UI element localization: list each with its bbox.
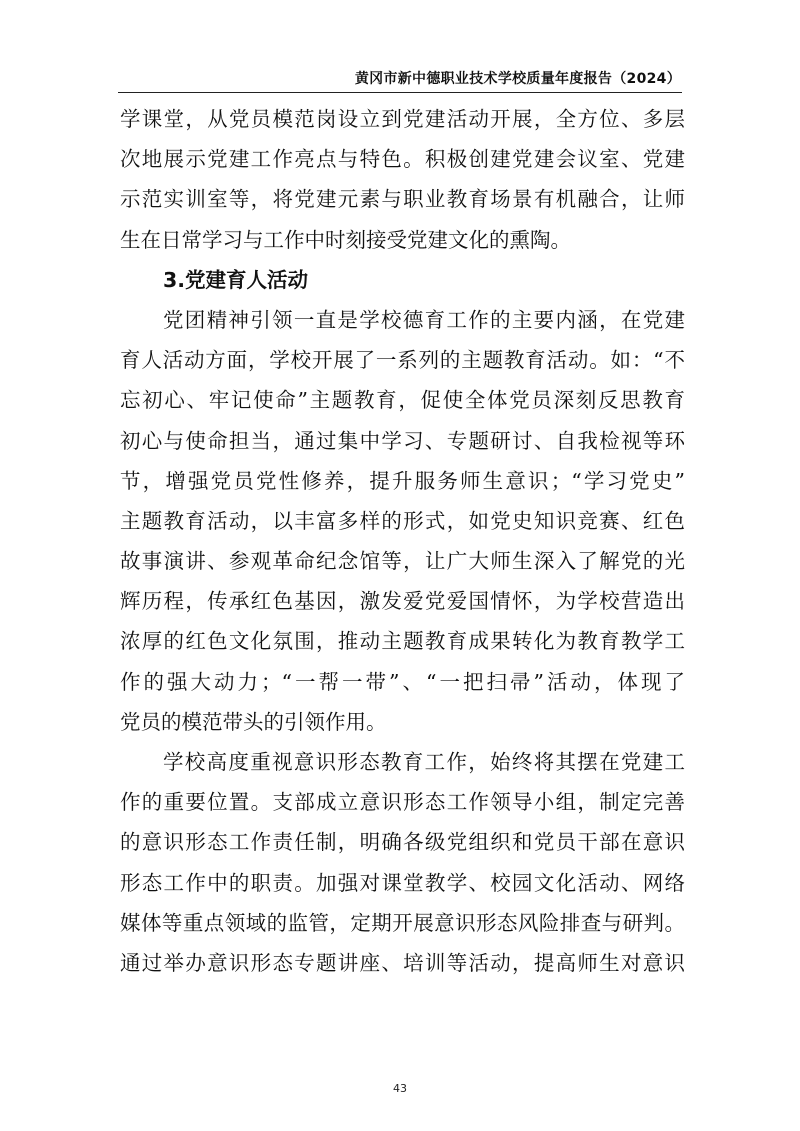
text-line: 作的强大动力；“一帮一带”、“一把扫帚”活动，体现了: [120, 669, 685, 694]
section-heading: 3.党建育人活动: [163, 267, 309, 292]
text-line: 学课堂，从党员模范岗设立到党建活动开展，全方位、多层: [120, 107, 685, 131]
paragraph-continued: [120, 99, 685, 260]
paragraph-party-education: [120, 300, 685, 742]
text-line: 生在日常学习与工作中时刻接受党建文化的熏陶。: [120, 227, 571, 252]
text-line: 党员的模范带头的引领作用。: [120, 709, 387, 734]
text-line: 次地展示党建工作亮点与特色。积极创建党建会议室、党建: [120, 147, 685, 172]
text-line: 初心与使命担当，通过集中学习、专题研讨、自我检视等环: [120, 428, 685, 453]
text-line: 形态工作中的职责。加强对课堂教学、校园文化活动、网络: [120, 870, 685, 895]
text-line: 故事演讲、参观革命纪念馆等，让广大师生深入了解党的光: [120, 549, 685, 574]
report-title: 黄冈市新中德职业技术学校质量年度报告（2024）: [354, 71, 681, 87]
text-line: 媒体等重点领域的监管，定期开展意识形态风险排查与研判。: [120, 910, 685, 935]
text-line: 主题教育活动，以丰富多样的形式，如党史知识竞赛、红色: [120, 508, 685, 533]
text-line: 通过举办意识形态专题讲座、培训等活动，提高师生对意识: [120, 950, 685, 975]
text-line: 示范实训室等，将党建元素与职业教育场景有机融合，让师: [120, 187, 685, 212]
text-line: 节，增强党员党性修养，提升服务师生意识；“学习党史”: [120, 468, 685, 493]
text-line: 育人活动方面，学校开展了一系列的主题教育活动。如：“不: [120, 348, 685, 373]
header-divider: [118, 92, 682, 93]
text-line: 辉历程，传承红色基因，激发爱党爱国情怀，为学校营造出: [120, 589, 685, 614]
text-line: 作的重要位置。支部成立意识形态工作领导小组，制定完善: [120, 790, 685, 815]
text-line: 忘初心、牢记使命”主题教育，促使全体党员深刻反思教育: [120, 388, 685, 413]
text-line: 党团精神引领一直是学校德育工作的主要内涵，在党建: [163, 307, 685, 332]
page-number: 43: [393, 1082, 407, 1095]
paragraph-ideology: [120, 742, 685, 983]
text-line: 学校高度重视意识形态教育工作，始终将其摆在党建工: [163, 750, 685, 774]
page-body: [120, 99, 685, 983]
text-line: 浓厚的红色文化氛围，推动主题教育成果转化为教育教学工: [120, 629, 685, 654]
text-line: 的意识形态工作责任制，明确各级党组织和党员干部在意识: [120, 830, 685, 855]
